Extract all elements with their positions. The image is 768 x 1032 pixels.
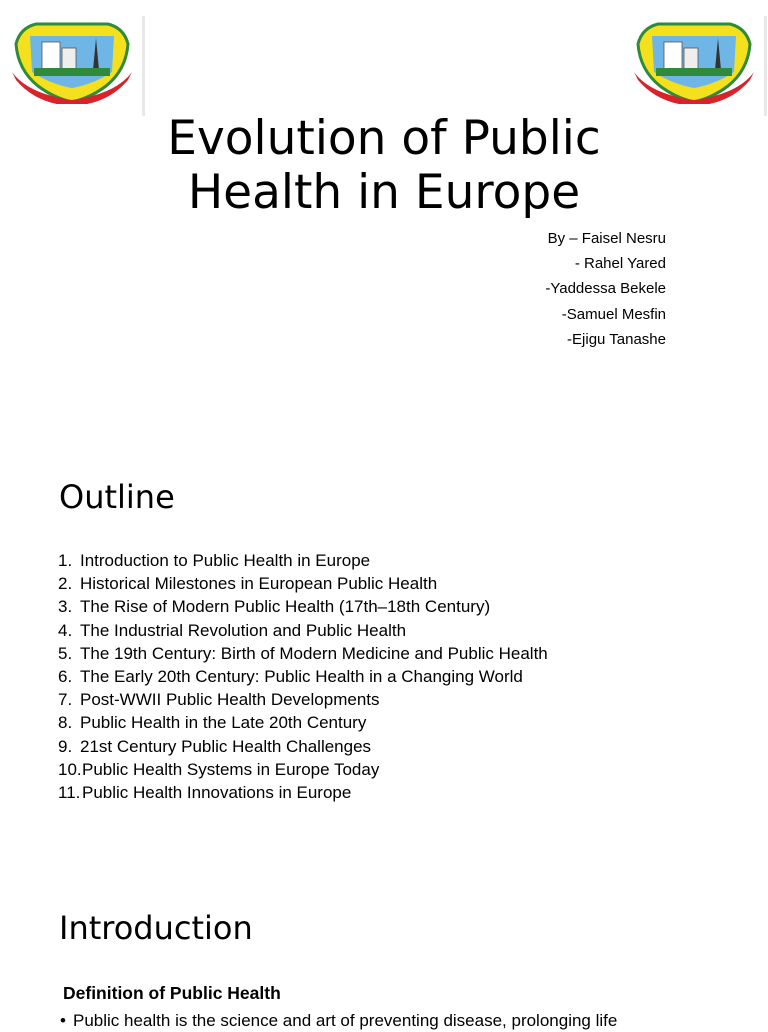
page-title xyxy=(0,112,768,220)
list-number: 1. xyxy=(58,551,73,570)
university-crest-icon-right xyxy=(630,14,758,104)
divider-right xyxy=(764,16,767,116)
title-line-2: Health in Europe xyxy=(187,165,581,220)
list-item xyxy=(58,619,548,642)
list-text: Public Health in the Late 20th Century xyxy=(80,713,367,733)
list-number: 4. xyxy=(58,620,73,640)
list-number: 2. xyxy=(58,574,73,594)
list-text: The Industrial Revolution and Public Health xyxy=(80,620,407,640)
list-number: 3. xyxy=(58,597,73,617)
author-list xyxy=(545,226,666,352)
list-text: The Early 20th Century: Public Health in a Changing World xyxy=(80,667,523,687)
list-item xyxy=(58,665,548,688)
list-text: Public Health Innovations in Europe xyxy=(82,783,352,803)
list-item xyxy=(58,595,548,618)
list-number: 9. xyxy=(58,736,73,756)
title-line-1: Evolution of Public xyxy=(167,111,601,166)
list-text: Public Health Systems in Europe Today xyxy=(82,759,380,779)
list-item xyxy=(58,642,548,665)
author-line: By – Faisel Nesru xyxy=(547,230,666,247)
list-text: Historical Milestones in European Public Health xyxy=(80,574,438,594)
list-number: 10. xyxy=(58,759,82,779)
divider-left xyxy=(142,16,145,116)
author-line: -Yaddessa Bekele xyxy=(545,280,666,298)
list-item xyxy=(58,711,548,734)
list-item xyxy=(58,572,548,595)
bullet-item xyxy=(60,1010,617,1032)
list-item xyxy=(58,688,548,711)
author-line: -Ejigu Tanashe xyxy=(567,330,666,348)
list-number: 5. xyxy=(58,643,73,663)
introduction-heading: Introduction xyxy=(59,909,253,947)
outline-heading: Outline xyxy=(59,478,175,516)
list-text: Post-WWII Public Health Developments xyxy=(80,690,380,710)
list-item xyxy=(58,549,548,572)
university-crest-icon-left xyxy=(8,14,136,104)
outline-list xyxy=(58,549,548,804)
author-line: - Rahel Yared xyxy=(574,255,666,273)
definition-subheading: Definition of Public Health xyxy=(63,983,281,1003)
list-item xyxy=(58,781,548,804)
author-line: -Samuel Mesfin xyxy=(561,305,666,323)
bullet-icon: • xyxy=(60,1011,66,1030)
list-text: The 19th Century: Birth of Modern Medicine and Public Health xyxy=(80,643,548,663)
list-item xyxy=(58,758,548,781)
list-number: 11. xyxy=(58,783,81,803)
list-text: 21st Century Public Health Challenges xyxy=(80,736,372,756)
bullet-text: Public health is the science and art of preventing disease, prolonging life xyxy=(73,1011,618,1030)
list-text: Introduction to Public Health in Europe xyxy=(80,551,371,570)
list-number: 7. xyxy=(58,690,73,710)
list-number: 8. xyxy=(58,713,73,733)
list-item xyxy=(58,735,548,758)
list-number: 6. xyxy=(58,667,73,687)
list-text: The Rise of Modern Public Health (17th–18th Century) xyxy=(80,597,491,617)
